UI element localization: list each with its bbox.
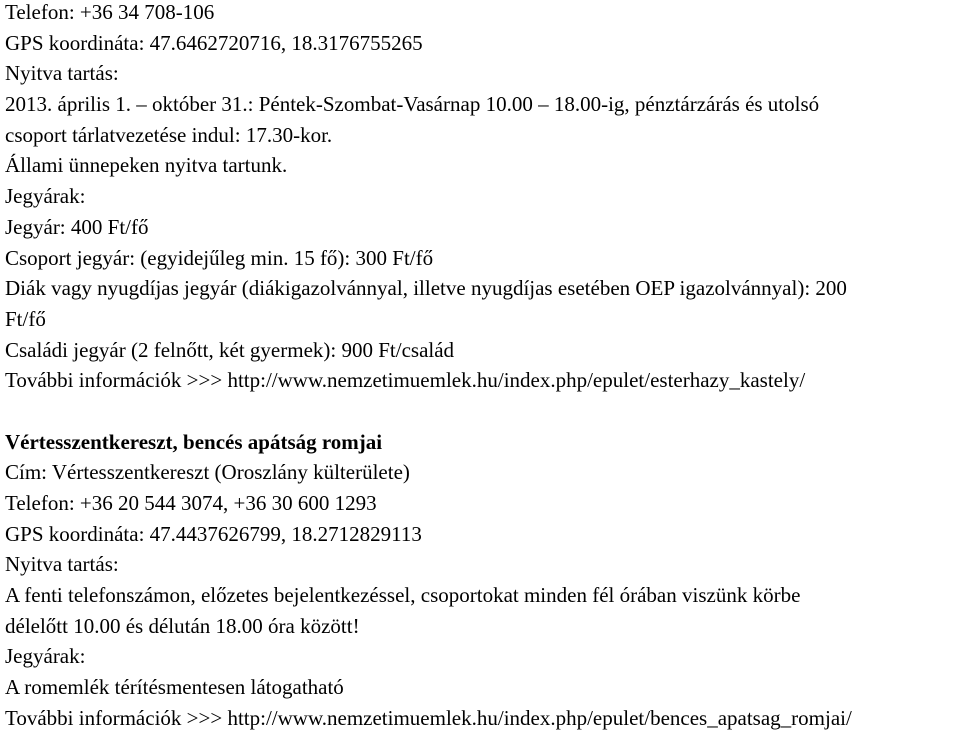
document-body — [5, 0, 960, 737]
section1-ticket-student-line1: Diák vagy nyugdíjas jegyár (diákigazolvánnyal, illetve nyugdíjas esetében OEP igazolvánnyal): 200 — [5, 276, 847, 301]
section1-more-info — [5, 368, 960, 399]
section1-ticket-family: Családi jegyár (2 felnőtt, két gyermek): 900 Ft/család — [5, 337, 455, 362]
section2-hours-line1: A fenti telefonszámon, előzetes bejelentkezéssel, csoportokat minden fél órában viszünk körbe — [5, 583, 801, 608]
section2-phone: Telefon: +36 20 544 3074, +36 30 600 1293 — [5, 491, 377, 515]
section1-phone: Telefon: +36 34 708-106 — [5, 0, 215, 24]
section1-ticket-adult: Jegyár: 400 Ft/fő — [5, 214, 149, 239]
section1-ticket-student-line2: Ft/fő — [5, 306, 46, 331]
section1-hours-line2: csoport tárlatvezetése indul: 17.30-kor. — [5, 122, 333, 147]
section1-hours-line1: 2013. április 1. – október 31.: Péntek-Szombat-Vasárnap 10.00 – 18.00-ig, pénztárzárás és utolsó — [5, 92, 820, 117]
section2-hours-label: Nyitva tartás: — [5, 552, 119, 577]
section2-more-info — [5, 706, 960, 737]
section-divider-space — [5, 399, 960, 430]
section2-address: Cím: Vértesszentkereszt (Oroszlány külterülete) — [5, 460, 410, 485]
section2-more-info-link[interactable]: http://www.nemzetimuemlek.hu/index.php/epulet/bences_apatsag_romjai/ — [227, 705, 852, 730]
section1-tickets-label: Jegyárak: — [5, 184, 86, 209]
section1-gps: GPS koordináta: 47.6462720716, 18.3176755265 — [5, 30, 423, 55]
section2-tickets-free: A romemlék térítésmentesen látogatható — [5, 675, 344, 700]
section2-hours-line2: délelőtt 10.00 és délután 18.00 óra között! — [5, 613, 360, 638]
section2-gps: GPS koordináta: 47.4437626799, 18.2712829113 — [5, 521, 422, 546]
section1-hours-label: Nyitva tartás: — [5, 61, 119, 86]
section1-more-info-prefix: További információk >>> — [5, 368, 228, 393]
section1-holidays: Állami ünnepeken nyitva tartunk. — [5, 153, 288, 178]
section2-tickets-label: Jegyárak: — [5, 644, 86, 669]
section1-ticket-group: Csoport jegyár: (egyidejűleg min. 15 fő): 300 Ft/fő — [5, 245, 434, 270]
section2-title: Vértesszentkereszt, bencés apátság romjai — [5, 429, 383, 454]
section2-more-info-prefix: További információk >>> — [5, 705, 228, 730]
section1-more-info-link[interactable]: http://www.nemzetimuemlek.hu/index.php/epulet/esterhazy_kastely/ — [227, 368, 806, 393]
